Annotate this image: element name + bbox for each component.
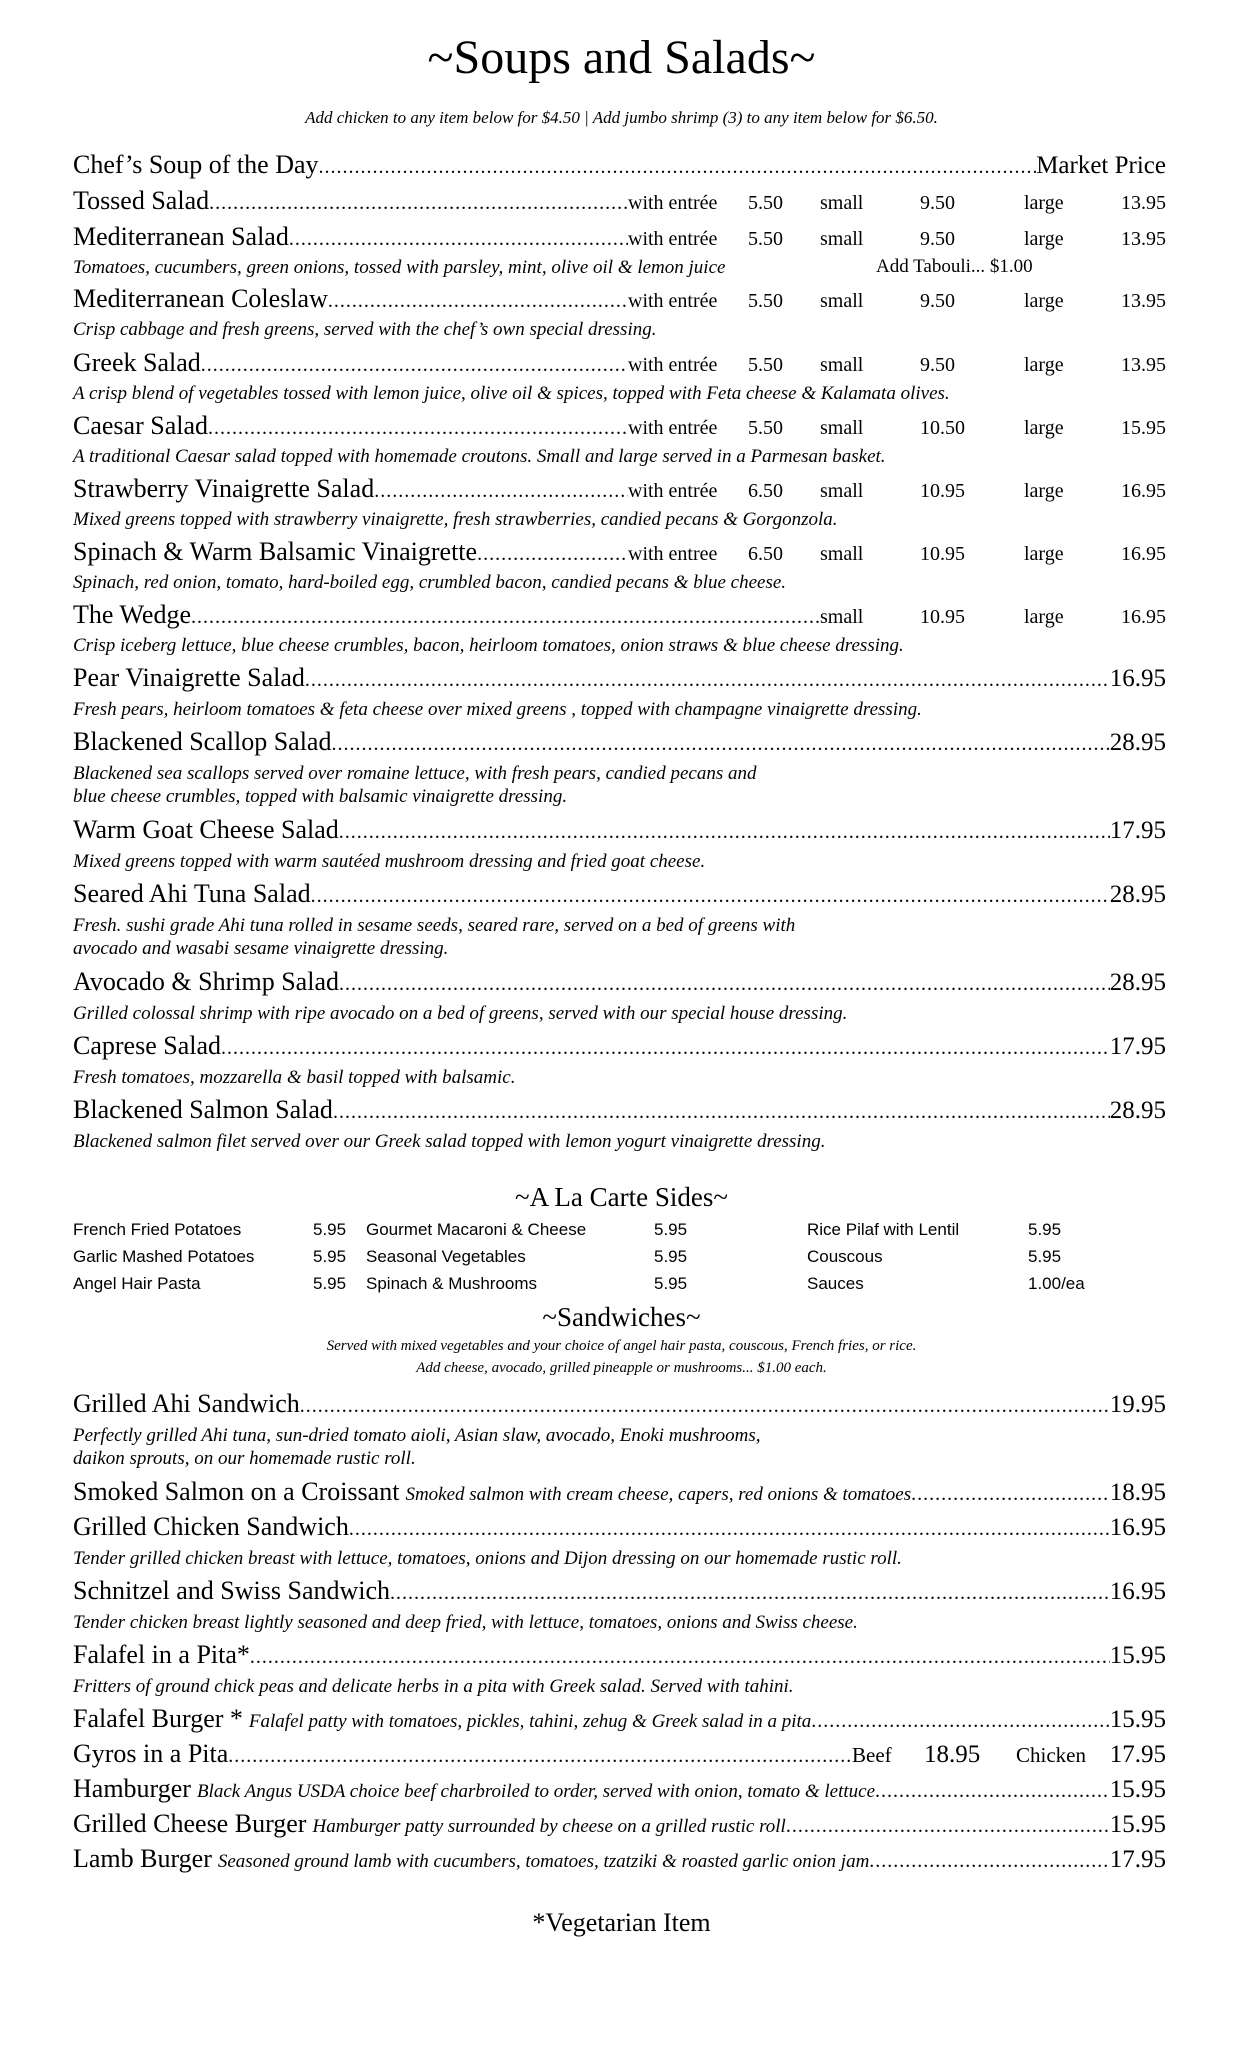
menu-item-falafel-burger: Falafel Burger * Falafel patty with tomatoes, pickles, tahini, zehug & Greek salad in a pita ..... 15.95 [73, 1704, 1166, 1736]
side-item: Couscous 5.95 [807, 1247, 1062, 1266]
menu-item-pear-vinaigrette: Pear Vinaigrette Salad ..... 16.95 [73, 663, 1166, 695]
sides-heading: ~A La Carte Sides~ [515, 1182, 728, 1212]
menu-item-the-wedge: The Wedge ..... small 10.95 large 16.95 [73, 600, 1166, 632]
menu-item-strawberry-vinaigrette: Strawberry Vinaigrette Salad ..... with entrée 6.50 small 10.95 large 16.95 [73, 474, 1166, 506]
item-description: Fresh pears, heirloom tomatoes & feta cheese over mixed greens , topped with champagne vinaigrette dressing. [73, 699, 922, 720]
item-description: Fresh. sushi grade Ahi tuna rolled in sesame seeds, seared rare, served on a bed of greens with [73, 915, 796, 936]
item-description: A crisp blend of vegetables tossed with lemon juice, olive oil & spices, topped with Feta cheese & Kalamata olives. [73, 383, 950, 404]
item-description: Fritters of ground chick peas and delicate herbs in a pita with Greek salad. Served with tahini. [73, 1676, 794, 1697]
item-description: Crisp cabbage and fresh greens, served with the chef’s own special dressing. [73, 319, 657, 340]
menu-item-caprese: Caprese Salad ..... 17.95 [73, 1031, 1166, 1063]
menu-item-tossed-salad: Tossed Salad ..... with entrée 5.50 small 9.50 large 13.95 [73, 186, 1166, 218]
menu-item-mediterranean-coleslaw: Mediterranean Coleslaw ..... with entrée 5.50 small 9.50 large 13.95 [73, 284, 1166, 316]
item-description: Mixed greens topped with strawberry vinaigrette, fresh strawberries, candied pecans & Gorgonzola. [73, 509, 838, 530]
menu-item-seared-ahi-tuna: Seared Ahi Tuna Salad ..... 28.95 [73, 879, 1166, 911]
item-description: daikon sprouts, on our homemade rustic roll. [73, 1448, 416, 1469]
menu-item-greek-salad: Greek Salad ..... with entrée 5.50 small 9.50 large 13.95 [73, 348, 1166, 380]
item-description: avocado and wasabi sesame vinaigrette dressing. [73, 938, 449, 959]
menu-item-grilled-chicken-sandwich: Grilled Chicken Sandwich ..... 16.95 [73, 1512, 1166, 1544]
item-description: Blackened sea scallops served over romaine lettuce, with fresh pears, candied pecans and [73, 763, 757, 784]
add-protein-note: Add chicken to any item below for $4.50 | Add jumbo shrimp (3) to any item below for $6.50. [305, 108, 938, 127]
side-item: Spinach & Mushrooms 5.95 [366, 1274, 688, 1293]
side-item: Seasonal Vegetables 5.95 [366, 1247, 688, 1266]
menu-item-grilled-ahi-sandwich: Grilled Ahi Sandwich ..... 19.95 [73, 1389, 1166, 1421]
item-description: Crisp iceberg lettuce, blue cheese crumbles, bacon, heirloom tomatoes, onion straws & blue cheese dressing. [73, 635, 904, 656]
vegetarian-footnote: *Vegetarian Item [532, 1908, 711, 1937]
item-description: Tender grilled chicken breast with lettuce, tomatoes, onions and Dijon dressing on our homemade rustic roll. [73, 1548, 902, 1569]
item-description: Spinach, red onion, tomato, hard-boiled egg, crumbled bacon, candied pecans & blue cheese. [73, 572, 787, 593]
item-description: blue cheese crumbles, topped with balsamic vinaigrette dressing. [73, 786, 568, 807]
menu-item-schnitzel-swiss: Schnitzel and Swiss Sandwich ..... 16.95 [73, 1576, 1166, 1608]
item-description: Mixed greens topped with warm sautéed mushroom dressing and fried goat cheese. [73, 851, 706, 872]
menu-item-blackened-salmon: Blackened Salmon Salad ..... 28.95 [73, 1095, 1166, 1127]
menu-item-smoked-salmon-croissant: Smoked Salmon on a Croissant Smoked salmon with cream cheese, capers, red onions & tomatoes ..... 18.95 [73, 1477, 1166, 1509]
menu-item-caesar-salad: Caesar Salad ..... with entrée 5.50 small 10.50 large 15.95 [73, 411, 1166, 443]
page-title: ~Soups and Salads~ [427, 31, 816, 84]
menu-item-gyros-pita: Gyros in a Pita ..... Beef 18.95 Chicken 17.95 [73, 1739, 1166, 1771]
menu-item-hamburger: Hamburger Black Angus USDA choice beef charbroiled to order, served with onion, tomato & lettuce ..... 15.95 [73, 1774, 1166, 1806]
menu-item-spinach-balsamic: Spinach & Warm Balsamic Vinaigrette ..... with entree 6.50 small 10.95 large 16.95 [73, 537, 1166, 569]
sandwiches-addon-note: Add cheese, avocado, grilled pineapple or mushrooms... $1.00 each. [416, 1360, 827, 1376]
menu-item-lamb-burger: Lamb Burger Seasoned ground lamb with cucumbers, tomatoes, tzatziki & roasted garlic onion jam ..... 17.95 [73, 1844, 1166, 1876]
item-description: Fresh tomatoes, mozzarella & basil topped with balsamic. [73, 1067, 516, 1088]
side-item: Garlic Mashed Potatoes 5.95 [73, 1247, 347, 1266]
side-item: French Fried Potatoes 5.95 [73, 1220, 347, 1239]
side-item: Angel Hair Pasta 5.95 [73, 1274, 347, 1293]
menu-item-mediterranean-salad: Mediterranean Salad ..... with entrée 5.50 small 9.50 large 13.95 [73, 222, 1166, 254]
sandwiches-heading: ~Sandwiches~ [542, 1302, 701, 1332]
item-description: Grilled colossal shrimp with ripe avocado on a bed of greens, served with our special house dressing. [73, 1003, 848, 1024]
menu-item-grilled-cheese-burger: Grilled Cheese Burger Hamburger patty surrounded by cheese on a grilled rustic roll ..... 15.95 [73, 1809, 1166, 1841]
item-description: A traditional Caesar salad topped with homemade croutons. Small and large served in a Parmesan basket. [73, 446, 886, 467]
item-description: Perfectly grilled Ahi tuna, sun-dried tomato aioli, Asian slaw, avocado, Enoki mushrooms, [73, 1425, 761, 1446]
item-description: Blackened salmon filet served over our Greek salad topped with lemon yogurt vinaigrette dressing. [73, 1131, 826, 1152]
sandwiches-note: Served with mixed vegetables and your choice of angel hair pasta, couscous, French fries, or rice. [326, 1338, 917, 1354]
side-item: Gourmet Macaroni & Cheese 5.95 [366, 1220, 688, 1239]
item-description: Tomatoes, cucumbers, green onions, tossed with parsley, mint, olive oil & lemon juice [73, 257, 726, 278]
menu-item-falafel-pita: Falafel in a Pita* ..... 15.95 [73, 1640, 1166, 1672]
side-item: Sauces 1.00/ea [807, 1274, 1085, 1293]
tabouli-addon: Add Tabouli... $1.00 [876, 256, 1033, 277]
side-item: Rice Pilaf with Lentil 5.95 [807, 1220, 1062, 1239]
menu-item-blackened-scallop: Blackened Scallop Salad ..... 28.95 [73, 727, 1166, 759]
menu-item-avocado-shrimp: Avocado & Shrimp Salad ..... 28.95 [73, 967, 1166, 999]
menu-item-chefs-soup: Chef’s Soup of the Day ..... Market Price [73, 150, 1166, 182]
item-description: Tender chicken breast lightly seasoned and deep fried, with lettuce, tomatoes, onions and Swiss cheese. [73, 1612, 858, 1633]
menu-item-warm-goat-cheese: Warm Goat Cheese Salad ..... 17.95 [73, 815, 1166, 847]
